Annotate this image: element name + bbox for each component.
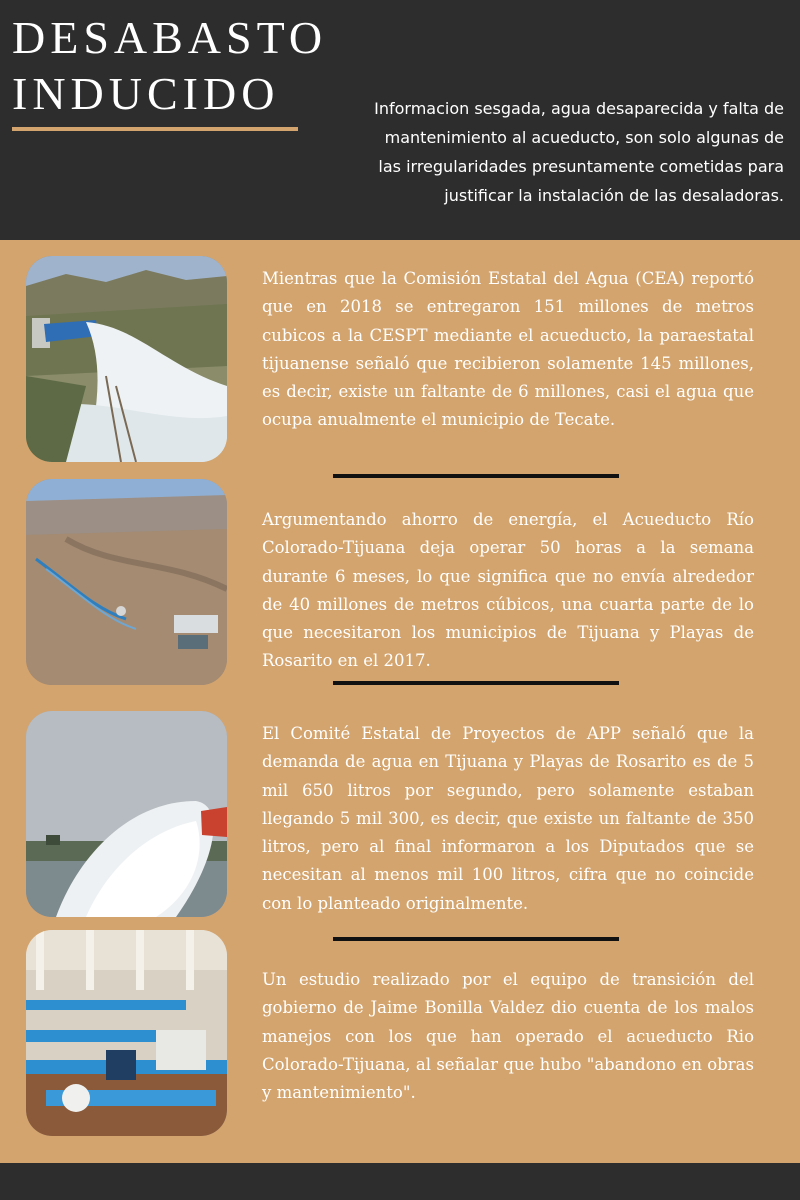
title-underline (12, 127, 298, 131)
footer-bar (0, 1163, 800, 1200)
section-divider-1 (333, 474, 619, 478)
header-banner (0, 0, 800, 240)
section-3-text: El Comité Estatal de Proyectos de APP señaló que la demanda de agua en Tijuana y Playas de Rosarito es de 5 mil 650 litros por segundo, pero solamente estaban llegando 5 mil 300, es decir, que existe un faltante de 350 litros, pero al final informaron a los Diputados que se necesitan al menos mil 100 litros, cifra que no coincide con lo planteado originalmente. (262, 724, 754, 913)
section-divider-3 (333, 937, 619, 941)
photo-water-spray (26, 711, 227, 917)
section-2-text: Argumentando ahorro de energía, el Acueducto Río Colorado-Tijuana deja operar 50 horas a la semana durante 6 meses, lo que significa que no envía alrededor de 40 millones de metros cúbicos, una cuarta parte de lo que necesitaron los municipios de Tijuana y Playas de Rosarito en el 2017. (262, 510, 754, 671)
photo-aqueduct-outflow (26, 256, 227, 462)
photo-pumping-station (26, 930, 227, 1136)
section-divider-2 (333, 681, 619, 685)
title-line-2: INDUCIDO (12, 68, 280, 119)
intro-text: Informacion sesgada, agua desaparecida y falta de mantenimiento al acueducto, son solo algunas de las irregularidades presuntamente cometidas para justificar la instalación de las desaladoras. (374, 99, 784, 205)
title-line-1: DESABASTO (12, 12, 328, 63)
page-title (12, 10, 327, 122)
section-4-text: Un estudio realizado por el equipo de transición del gobierno de Jaime Bonilla Valdez dio cuenta de los malos manejos con los que han operado el acueducto Rio Colorado-Tijuana, al señalar que hubo "abandono en obras y mantenimiento". (262, 970, 754, 1103)
section-1-text: Mientras que la Comisión Estatal del Agua (CEA) reportó que en 2018 se entregaron 151 millones de metros cubicos a la CESPT mediante el acueducto, la paraestatal tijuanense señaló que recibieron solamente 145 millones, es decir, existe un faltante de 6 millones, casi el agua que ocupa anualmente el municipio de Tecate. (262, 269, 754, 430)
photo-desert-aqueduct (26, 479, 227, 685)
